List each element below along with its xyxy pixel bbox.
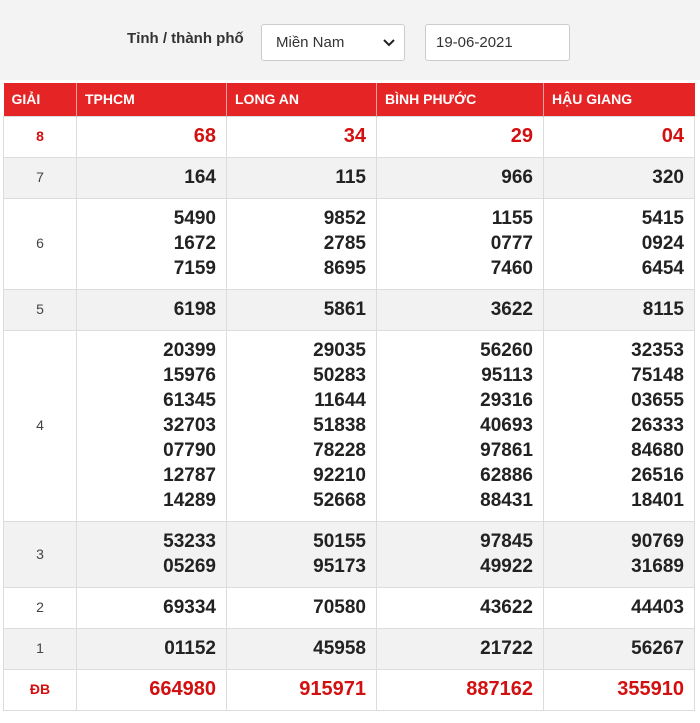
result-cell	[544, 521, 695, 587]
result-number: 5415	[641, 208, 684, 229]
prize-label: 2	[4, 587, 77, 628]
result-cell	[377, 198, 544, 289]
prize-label: 5	[4, 289, 77, 330]
result-number: 915971	[299, 678, 366, 700]
result-cell	[227, 628, 377, 669]
result-number: 26516	[631, 465, 684, 486]
result-cell	[377, 587, 544, 628]
result-number: 8115	[642, 299, 684, 320]
prize-label: 4	[4, 330, 77, 521]
prize-row	[4, 330, 695, 521]
result-cell	[77, 116, 227, 157]
chevron-down-icon	[382, 35, 396, 49]
result-number: 12787	[163, 465, 216, 486]
result-number: 9852	[323, 208, 366, 229]
result-number: 44403	[631, 597, 684, 618]
result-cell	[77, 587, 227, 628]
result-number: 966	[501, 167, 533, 188]
results-table	[3, 83, 695, 711]
result-cell	[377, 289, 544, 330]
result-cell	[227, 289, 377, 330]
header-province-3: BÌNH PHƯỚC	[377, 83, 544, 116]
result-number: 50283	[313, 365, 366, 386]
result-number: 1155	[491, 208, 533, 229]
result-number: 53233	[163, 531, 216, 552]
result-number: 21722	[480, 638, 533, 659]
prize-row	[4, 198, 695, 289]
result-cell	[227, 198, 377, 289]
date-input[interactable]	[425, 24, 570, 61]
result-cell	[544, 157, 695, 198]
result-cell	[544, 289, 695, 330]
result-number: 43622	[480, 597, 533, 618]
prize-row	[4, 157, 695, 198]
result-number: 3622	[490, 299, 533, 320]
result-cell	[377, 628, 544, 669]
result-cell	[77, 521, 227, 587]
result-number: 29316	[480, 390, 533, 411]
prize-label: 8	[4, 116, 77, 157]
header-prize: GIẢI	[4, 83, 77, 116]
result-cell	[77, 628, 227, 669]
result-cell	[77, 669, 227, 710]
result-number: 164	[184, 167, 216, 188]
result-number: 7460	[490, 258, 533, 279]
result-cell	[227, 116, 377, 157]
result-number: 887162	[466, 678, 533, 700]
result-number: 32353	[631, 340, 684, 361]
result-number: 40693	[480, 415, 533, 436]
results-body	[4, 116, 695, 710]
result-number: 2785	[323, 233, 366, 254]
result-number: 26333	[631, 415, 684, 436]
result-number: 84680	[631, 440, 684, 461]
result-number: 320	[652, 167, 684, 188]
result-number: 14289	[163, 490, 216, 511]
result-number: 78228	[313, 440, 366, 461]
region-select-value: Miền Nam	[276, 34, 345, 51]
prize-label: ĐB	[4, 669, 77, 710]
prize-label: 6	[4, 198, 77, 289]
result-number: 5490	[173, 208, 216, 229]
result-number: 56260	[480, 340, 533, 361]
result-number: 01152	[164, 638, 216, 659]
header-province-2: LONG AN	[227, 83, 377, 116]
result-cell	[227, 521, 377, 587]
result-number: 52668	[313, 490, 366, 511]
header-province-1: TPHCM	[77, 83, 227, 116]
result-cell	[544, 587, 695, 628]
result-cell	[77, 289, 227, 330]
result-number: 32703	[163, 415, 216, 436]
date-input-value: 19-06-2021	[436, 34, 513, 51]
result-number: 97861	[480, 440, 533, 461]
result-number: 03655	[631, 390, 684, 411]
prize-row	[4, 289, 695, 330]
result-number: 20399	[163, 340, 216, 361]
result-number: 49922	[480, 556, 533, 577]
result-cell	[544, 330, 695, 521]
result-number: 70580	[313, 597, 366, 618]
result-number: 62886	[480, 465, 533, 486]
result-cell	[377, 521, 544, 587]
region-select[interactable]	[261, 24, 405, 61]
result-number: 29	[510, 125, 533, 147]
filter-bar	[0, 0, 700, 80]
result-number: 18401	[631, 490, 684, 511]
result-number: 6198	[173, 299, 216, 320]
header-province-4: HẬU GIANG	[544, 83, 695, 116]
result-number: 1672	[173, 233, 216, 254]
result-number: 90769	[631, 531, 684, 552]
result-number: 05269	[163, 556, 216, 577]
result-number: 69334	[163, 597, 216, 618]
prize-label: 1	[4, 628, 77, 669]
result-number: 04	[661, 125, 684, 147]
result-number: 115	[335, 167, 366, 188]
prize-row	[4, 587, 695, 628]
result-number: 34	[343, 125, 366, 147]
prize-row	[4, 669, 695, 710]
result-number: 6454	[641, 258, 684, 279]
result-cell	[227, 587, 377, 628]
result-cell	[377, 669, 544, 710]
result-number: 15976	[163, 365, 216, 386]
result-cell	[377, 116, 544, 157]
result-number: 664980	[149, 678, 216, 700]
result-number: 5861	[323, 299, 366, 320]
result-number: 8695	[323, 258, 366, 279]
result-number: 0777	[490, 233, 533, 254]
result-cell	[77, 198, 227, 289]
result-cell	[227, 157, 377, 198]
result-cell	[77, 330, 227, 521]
result-number: 7159	[173, 258, 216, 279]
prize-row	[4, 521, 695, 587]
result-number: 355910	[617, 678, 684, 700]
result-cell	[377, 157, 544, 198]
prize-label: 7	[4, 157, 77, 198]
result-cell	[377, 330, 544, 521]
result-cell	[544, 198, 695, 289]
result-cell	[227, 330, 377, 521]
result-cell	[544, 116, 695, 157]
result-number: 11644	[314, 390, 366, 411]
results-header-row	[4, 83, 695, 116]
result-number: 29035	[313, 340, 366, 361]
result-number: 95173	[313, 556, 366, 577]
prize-label: 3	[4, 521, 77, 587]
result-number: 75148	[631, 365, 684, 386]
result-number: 95113	[481, 365, 533, 386]
result-number: 92210	[313, 465, 366, 486]
result-number: 07790	[163, 440, 216, 461]
province-filter-label: Tỉnh / thành phố	[127, 30, 244, 47]
result-number: 97845	[480, 531, 533, 552]
result-number: 0924	[641, 233, 684, 254]
prize-row	[4, 628, 695, 669]
result-number: 45958	[313, 638, 366, 659]
result-number: 56267	[631, 638, 684, 659]
result-number: 61345	[163, 390, 216, 411]
result-cell	[227, 669, 377, 710]
result-cell	[544, 628, 695, 669]
result-cell	[77, 157, 227, 198]
result-number: 51838	[313, 415, 366, 436]
result-number: 68	[193, 125, 216, 147]
result-number: 31689	[631, 556, 684, 577]
result-cell	[544, 669, 695, 710]
result-number: 88431	[480, 490, 533, 511]
result-number: 50155	[313, 531, 366, 552]
prize-row	[4, 116, 695, 157]
